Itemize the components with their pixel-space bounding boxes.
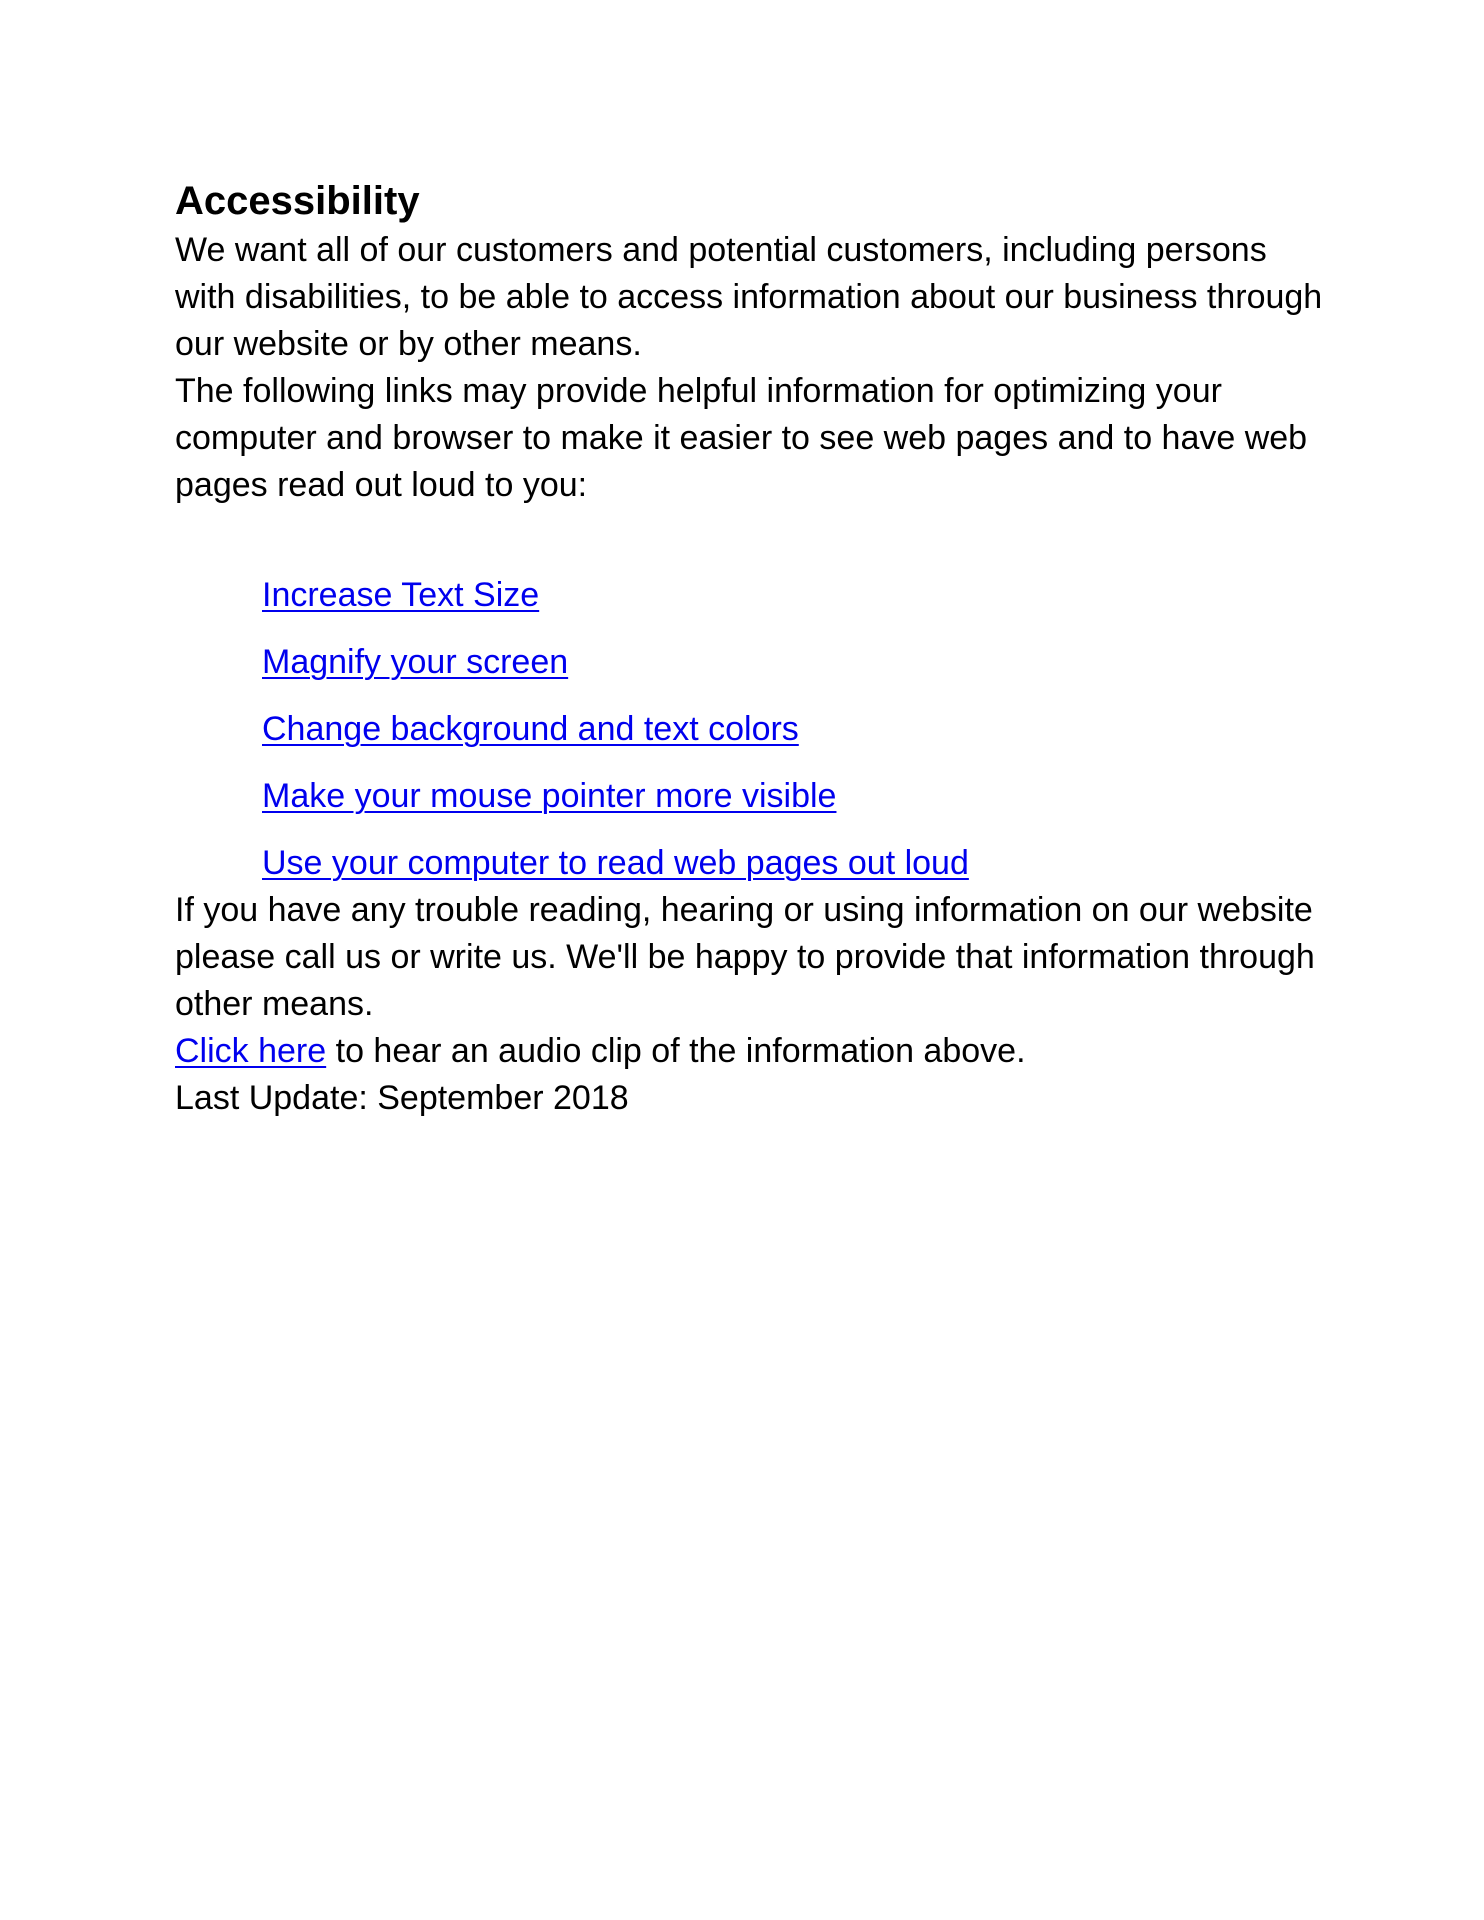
links-intro-paragraph: The following links may provide helpful information for optimizing your computer and browser to make it easier to see web pages and to have web pages read out loud to you: [175,372,1308,504]
list-item [262,639,1335,686]
document-page [175,175,1335,1122]
mouse-pointer-link[interactable]: Make your mouse pointer more visible [262,777,837,815]
list-item [262,773,1335,820]
accessibility-links-list [262,572,1335,887]
last-update: Last Update: September 2018 [175,1079,629,1117]
audio-text: to hear an audio clip of the information above. [326,1032,1026,1070]
intro-paragraph: We want all of our customers and potential customers, including persons with disabilities, to be able to access information about our business through our website or by other means. [175,231,1323,363]
list-item [262,840,1335,887]
contact-paragraph: If you have any trouble reading, hearing or using information on our website please call us or write us. We'll be happy to provide that information through other means. [175,891,1315,1023]
list-item [262,706,1335,753]
list-item [262,572,1335,619]
increase-text-size-link[interactable]: Increase Text Size [262,576,540,614]
magnify-screen-link[interactable]: Magnify your screen [262,643,569,681]
audio-paragraph [175,1028,1335,1075]
change-colors-link[interactable]: Change background and text colors [262,710,799,748]
page-title: Accessibility [175,179,420,223]
read-aloud-link[interactable]: Use your computer to read web pages out loud [262,844,969,882]
audio-clip-link[interactable]: Click here [175,1032,327,1070]
